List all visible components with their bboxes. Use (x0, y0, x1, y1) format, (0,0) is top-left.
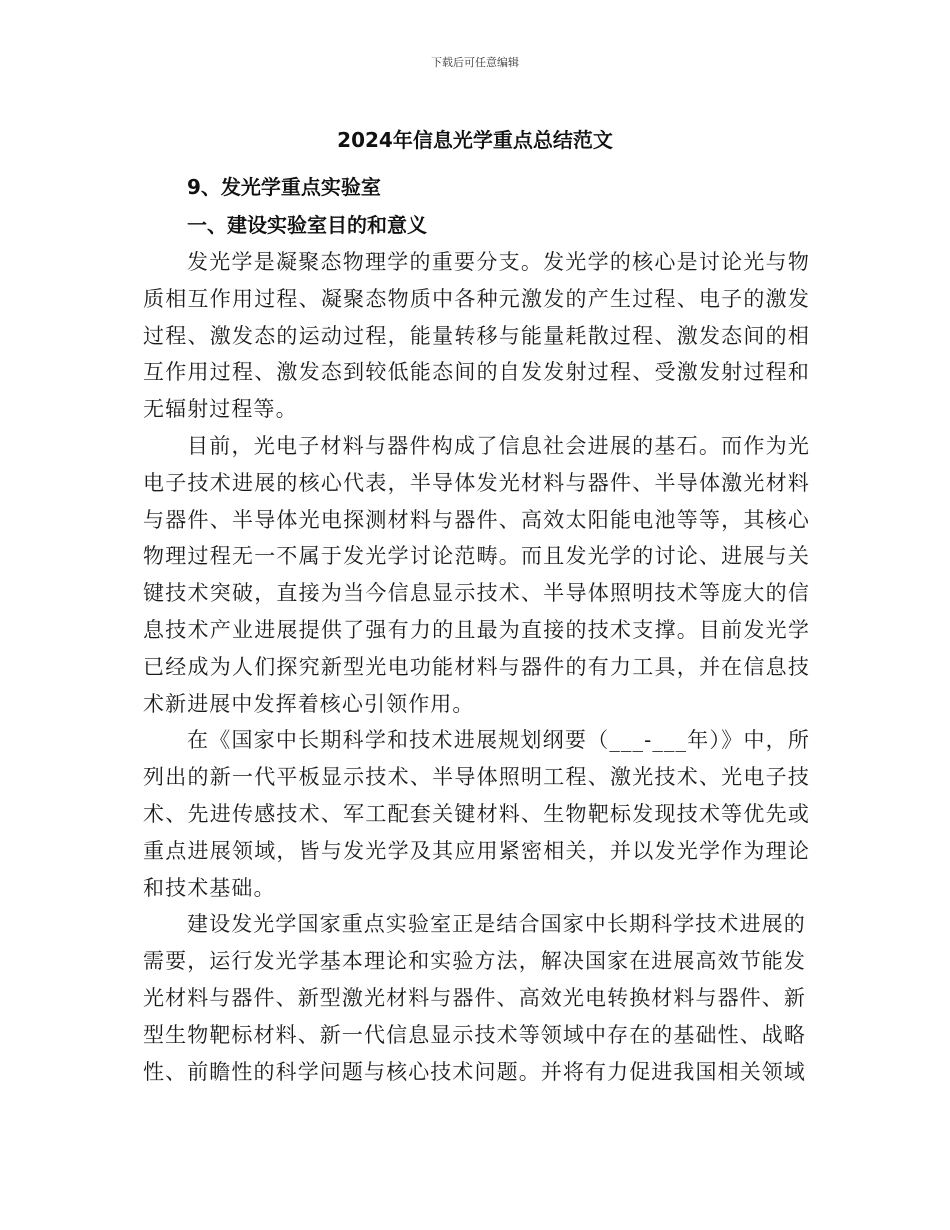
paragraph-2: 目前，光电子材料与器件构成了信息社会进展的基石。而作为光电子技术进展的核心代表，半导体发光材料与器件、半导体激光材料与器件、半导体光电探测材料与器件、高效太阳能电池等等，其核心物理过程无一不属于发光学讨论范畴。而且发光学的讨论、进展与关键技术突破，直接为当今信息显示技术、半导体照明技术等庞大的信息技术产业进展提供了强有力的且最为直接的技术支撑。目前发光学已经成为人们探究新型光电功能材料与器件的有力工具，并在信息技术新进展中发挥着核心引领作用。 (143, 433, 810, 716)
document-body (143, 168, 810, 1090)
document-title: 2024年信息光学重点总结范文 (337, 128, 613, 152)
paragraph-1: 发光学是凝聚态物理学的重要分支。发光学的核心是讨论光与物质相互作用过程、凝聚态物质中各种元激发的产生过程、电子的激发过程、激发态的运动过程，能量转移与能量耗散过程、激发态间的相互作用过程、激发态到较低能态间的自发发射过程、受激发射过程和无辐射过程等。 (143, 250, 810, 422)
subsection-heading: 一、建设实验室目的和意义 (187, 213, 427, 237)
section-heading: 9、发光学重点实验室 (187, 175, 381, 199)
paragraph-4: 建设发光学国家重点实验室正是结合国家中长期科学技术进展的需要，运行发光学基本理论和实验方法，解决国家在进展高效节能发光材料与器件、新型激光材料与器件、高效光电转换材料与器件、新型生物靶标材料、新一代信息显示技术等领域中存在的基础性、战略性、前瞻性的科学问题与核心技术问题。并将有力促进我国相关领域 (143, 912, 806, 1084)
paragraph-3: 在《国家中长期科学和技术进展规划纲要（___-___年）》中，所列出的新一代平板显示技术、半导体照明工程、激光技术、光电子技术、先进传感技术、军工配套关键材料、生物靶标发现技术等优先或重点进展领域，皆与发光学及其应用紧密相关，并以发光学作为理论和技术基础。 (143, 728, 810, 900)
header-note: 下载后可任意编辑 (431, 56, 519, 69)
